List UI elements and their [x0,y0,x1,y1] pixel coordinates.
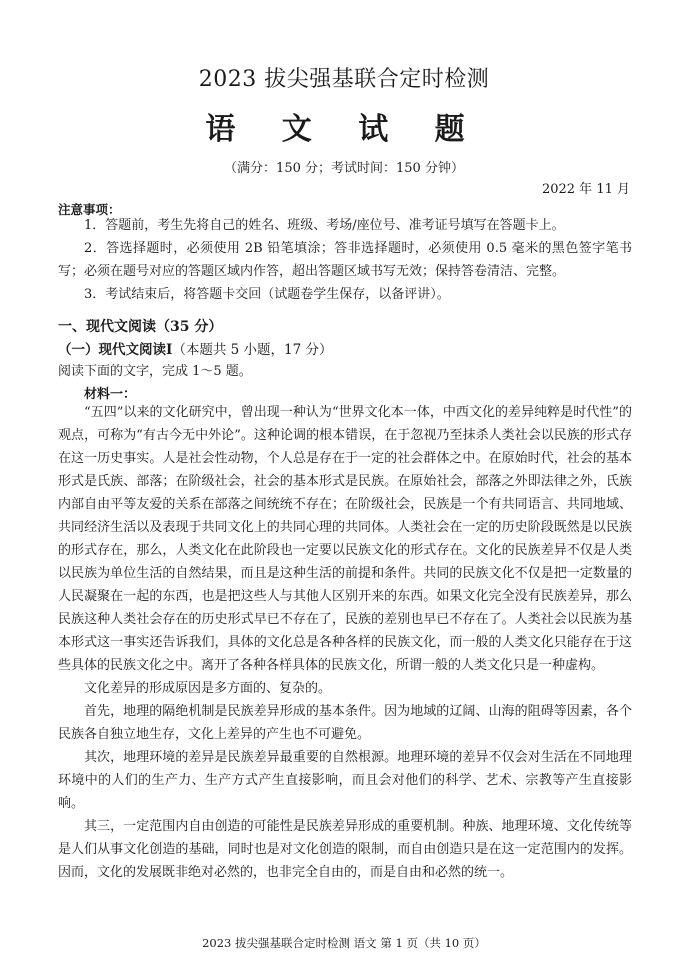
exam-title: 2023 拔尖强基联合定时检测 [198,67,490,92]
subject-title: 语 文 试 题 [205,112,483,147]
exam-date: 2022 年 11 月 [541,182,630,197]
passage-paragraph: 文化差异的形成原因是多方面的、复杂的。 [84,681,332,696]
material-label: 材料一： [84,387,137,402]
exam-subtitle: （满分：150 分；考试时间：150 分钟） [224,161,464,176]
note-item: 1．答题前，考生先将自己的姓名、班级、考场/座位号、准考证号填写在答题卡上。 [84,218,565,233]
passage-body [58,401,632,884]
section-title: 一、现代文阅读（35 分） [58,319,223,335]
passage-paragraph: 首先，地理的隔绝机制是民族差异形成的基本条件。因为地域的辽阔、山海的阻碍等因素，各个民族各自独立地生存，文化上差异的产生也不可避免。 [58,704,632,742]
subsection-note: （本题共 5 小题，17 分） [172,342,333,358]
note-item: 2．答选择题时，必须使用 2B 铅笔填涂；答非选择题时，必须使用 0.5 毫米的黑色签字笔书写；必须在题号对应的答题区域内作答，超出答题区域书写无效；保持答卷清洁、完整。 [58,241,632,279]
note-item: 3．考试结束后，将答题卡交回（试题卷学生保存，以备评讲）。 [84,287,450,302]
notes-heading: 注意事项： [58,202,121,217]
passage-paragraph: “五四”以来的文化研究中，曾出现一种认为“世界文化本一体，中西文化的差异纯粹是时代性”的观点，可称为“有古今无中外论”。这种论调的根本错误，在于忽视乃至抹杀人类社会以民族的形式存在这一历史事实。人是社会性动物，个人总是存在于一定的社会群体之中。在原始时代，社会的基本形式是氏族、部落；在阶级社会，社会的基本形式是民族。在原始社会，部落之外即法律之外，氏族内部自由平等友爱的关系在部落之间统统不存在；在阶级社会，民族是一个有共同语言、共同地域、共同经济生活以及表现于共同文化上的共同心理的共同体。人类社会在一定的历史阶段既然是以民族的形式存在，那么，人类文化在此阶段也一定要以民族文化的形式存在。文化的民族差异不仅是人类以民族为单位生活的自然结果，而且是这种生活的前提和条件。共同的民族文化不仅是把一定数量的人民凝聚在一起的东西，也是把这些人与其他人区别开来的东西。如果文化完全没有民族差异，那么民族这种人类社会存在的历史形式早已不存在了，民族的差别也早已不存在了。人类社会以民族为基本形式这一事实还告诉我们，具体的文化总是各种各样的民族文化，而一般的人类文化只能存在于这些具体的民族文化之中。离开了各种各样具体的民族文化，所谓一般的人类文化只是一种虚构。 [58,405,632,673]
reading-instruction: 阅读下面的文字，完成 1～5 题。 [58,364,252,379]
subsection-title [58,338,332,358]
notes-list [58,214,632,306]
subsection-name: （一）现代文阅读I [58,342,173,358]
passage-paragraph: 其次，地理环境的差异是民族差异最重要的自然根源。地理环境的差异不仅会对生活在不同地理环境中的人们的生产力、生产方式产生直接影响，而且会对他们的科学、艺术、宗教等产生直接影响。 [58,750,632,811]
page-footer: 2023 拔尖强基联合定时检测 语文 第 1 页（共 10 页） [202,936,486,950]
passage-paragraph: 其三，一定范围内自由创造的可能性是民族差异形成的重要机制。种族、地理环境、文化传统等是人们从事文化创造的基础，同时也是对文化创造的限制，而自由创造只是在这一定范围内的发挥。因而，文化的发展既非绝对必然的，也非完全自由的，而是自由和必然的统一。 [58,819,632,880]
